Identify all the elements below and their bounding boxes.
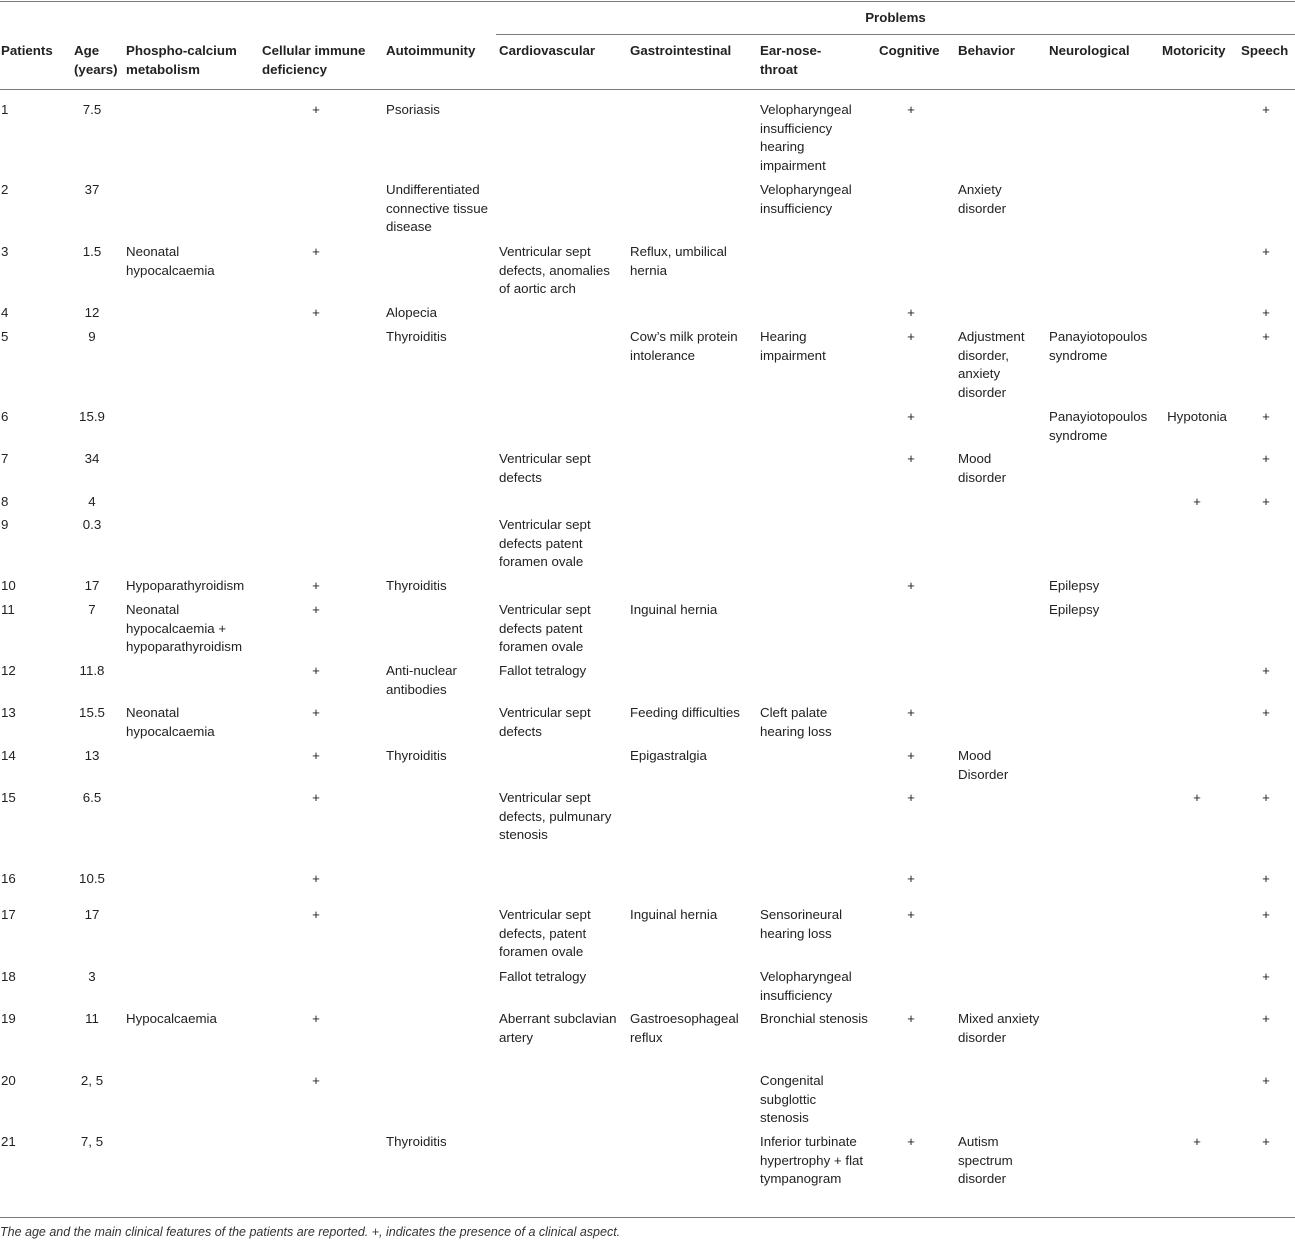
cell-cognitive: +	[907, 451, 915, 466]
cell-speech: +	[1262, 244, 1270, 259]
cell-patient: 4	[1, 305, 9, 320]
cell-neuro: Epilepsy	[1049, 602, 1100, 617]
cell-age: 0.3	[82, 517, 102, 532]
cell-immune: +	[312, 1073, 320, 1088]
cell-age: 7.5	[82, 102, 102, 117]
cell-ent: Velopharyngeal insufficiency	[760, 969, 852, 1003]
cell-patient: 10	[1, 578, 16, 593]
cell-immune: +	[312, 907, 320, 922]
cell-ent: Sensorineural hearing loss	[760, 907, 843, 941]
cell-motoricity: Hypotonia	[1167, 409, 1227, 424]
cell-patient: 16	[1, 871, 16, 886]
cell-motoricity: +	[1193, 1134, 1201, 1149]
column-header-ent: Ear-nose-throat	[760, 43, 822, 77]
cell-cardio: Aberrant subclavian artery	[499, 1011, 617, 1045]
cell-ent: Cleft palate hearing loss	[760, 705, 832, 739]
cell-gastro: Inguinal hernia	[630, 602, 718, 617]
cell-phospho: Neonatal hypocalcaemia	[126, 705, 215, 739]
cell-immune: +	[312, 663, 320, 678]
cell-cognitive: +	[907, 409, 915, 424]
cell-immune: +	[312, 748, 320, 763]
column-header-age: Age (years)	[74, 43, 118, 77]
table-top-rule	[0, 1, 1295, 2]
cell-speech: +	[1262, 409, 1270, 424]
cell-speech: +	[1262, 1073, 1270, 1088]
cell-gastro: Feeding difficulties	[630, 705, 740, 720]
cell-autoimmunity: Thyroiditis	[386, 748, 447, 763]
column-header-cognitive: Cognitive	[879, 43, 940, 58]
cell-cardio: Ventricular sept defects patent foramen ovale	[499, 602, 591, 654]
cell-cognitive: +	[907, 790, 915, 805]
cell-age: 34	[84, 451, 100, 466]
cell-age: 17	[84, 907, 100, 922]
cell-ent: Inferior turbinate hypertrophy + flat tympanogram	[760, 1134, 864, 1186]
cell-gastro: Reflux, umbilical hernia	[630, 244, 727, 278]
cell-autoimmunity: Alopecia	[386, 305, 438, 320]
column-header-motoricity: Motoricity	[1162, 43, 1226, 58]
cell-cognitive: +	[907, 1011, 915, 1026]
cell-age: 15.5	[79, 705, 105, 720]
cell-speech: +	[1262, 102, 1270, 117]
cell-age: 6.5	[82, 790, 102, 805]
cell-phospho: Neonatal hypocalcaemia + hypoparathyroidism	[126, 602, 243, 654]
cell-immune: +	[312, 578, 320, 593]
cell-patient: 11	[1, 602, 15, 617]
cell-behavior: Anxiety disorder	[958, 182, 1007, 216]
cell-patient: 17	[1, 907, 16, 922]
cell-patient: 3	[1, 244, 9, 259]
cell-ent: Congenital subglottic stenosis	[760, 1073, 824, 1125]
cell-neuro: Panayiotopoulos syndrome	[1049, 329, 1148, 363]
cell-phospho: Neonatal hypocalcaemia	[126, 244, 215, 278]
column-header-patient: Patients	[1, 43, 53, 58]
cell-autoimmunity: Psoriasis	[386, 102, 440, 117]
cell-autoimmunity: Thyroiditis	[386, 329, 447, 344]
cell-immune: +	[312, 102, 320, 117]
cell-patient: 20	[1, 1073, 16, 1088]
cell-age: 7, 5	[80, 1134, 104, 1149]
cell-autoimmunity: Thyroiditis	[386, 1134, 447, 1149]
cell-patient: 8	[1, 494, 9, 509]
cell-age: 7	[88, 602, 96, 617]
cell-ent: Velopharyngeal insufficiency	[760, 182, 852, 216]
cell-autoimmunity: Thyroiditis	[386, 578, 447, 593]
column-header-speech: Speech	[1241, 43, 1289, 58]
cell-cardio: Ventricular sept defects patent foramen ovale	[499, 517, 591, 569]
table-bottom-rule	[0, 1217, 1295, 1218]
cell-speech: +	[1262, 305, 1270, 320]
column-header-cardio: Cardiovascular	[499, 43, 596, 58]
cell-gastro: Cow’s milk protein intolerance	[630, 329, 738, 363]
cell-age: 11.8	[79, 663, 105, 678]
cell-ent: Velopharyngeal insufficiency hearing impairment	[760, 102, 852, 173]
cell-patient: 13	[1, 705, 16, 720]
cell-cognitive: +	[907, 329, 915, 344]
cell-immune: +	[312, 305, 320, 320]
cell-phospho: Hypoparathyroidism	[126, 578, 245, 593]
cell-cardio: Ventricular sept defects	[499, 705, 591, 739]
cell-cardio: Ventricular sept defects, pulmunary stenosis	[499, 790, 612, 842]
cell-speech: +	[1262, 1134, 1270, 1149]
cell-ent: Bronchial stenosis	[760, 1011, 868, 1026]
cell-age: 3	[88, 969, 96, 984]
cell-patient: 12	[1, 663, 16, 678]
cell-autoimmunity: Anti-nuclear antibodies	[386, 663, 457, 697]
cell-age: 12	[84, 305, 100, 320]
cell-cognitive: +	[907, 748, 915, 763]
cell-patient: 5	[1, 329, 9, 344]
cell-immune: +	[312, 871, 320, 886]
cell-speech: +	[1262, 969, 1270, 984]
cell-immune: +	[312, 705, 320, 720]
header-bottom-rule	[0, 89, 1295, 90]
cell-motoricity: +	[1193, 790, 1201, 805]
problems-group-rule	[496, 34, 1295, 35]
cell-ent: Hearing impairment	[760, 329, 826, 363]
cell-immune: +	[312, 602, 320, 617]
cell-gastro: Inguinal hernia	[630, 907, 718, 922]
cell-speech: +	[1262, 790, 1270, 805]
cell-immune: +	[312, 1011, 320, 1026]
cell-age: 1.5	[82, 244, 102, 259]
cell-speech: +	[1262, 705, 1270, 720]
cell-autoimmunity: Undifferentiated connective tissue disease	[386, 182, 488, 234]
cell-patient: 1	[1, 102, 9, 117]
cell-neuro: Epilepsy	[1049, 578, 1100, 593]
cell-patient: 18	[1, 969, 16, 984]
column-header-behavior: Behavior	[958, 43, 1015, 58]
cell-cardio: Ventricular sept defects, anomalies of aortic arch	[499, 244, 610, 296]
cell-gastro: Gastroesophageal reflux	[630, 1011, 739, 1045]
cell-behavior: Adjustment disorder, anxiety disorder	[958, 329, 1025, 400]
cell-cognitive: +	[907, 1134, 915, 1149]
cell-age: 11	[85, 1011, 99, 1026]
column-header-autoimmunity: Autoimmunity	[386, 43, 476, 58]
table-footnote: The age and the main clinical features of the patients are reported. +, indicates the presence of a clinical aspect.	[0, 1225, 621, 1239]
cell-speech: +	[1262, 1011, 1270, 1026]
cell-patient: 21	[1, 1134, 16, 1149]
cell-behavior: Mixed anxiety disorder	[958, 1011, 1040, 1045]
cell-age: 4	[88, 494, 96, 509]
cell-patient: 19	[1, 1011, 16, 1026]
cell-cognitive: +	[907, 305, 915, 320]
cell-phospho: Hypocalcaemia	[126, 1011, 217, 1026]
column-header-immune: Cellular immune deficiency	[262, 43, 366, 77]
problems-group-header: Problems	[865, 10, 926, 25]
cell-immune: +	[312, 790, 320, 805]
cell-patient: 6	[1, 409, 9, 424]
cell-speech: +	[1262, 329, 1270, 344]
cell-cognitive: +	[907, 578, 915, 593]
cell-cognitive: +	[907, 705, 915, 720]
cell-cardio: Fallot tetralogy	[499, 969, 587, 984]
cell-age: 10.5	[79, 871, 105, 886]
cell-speech: +	[1262, 663, 1270, 678]
cell-cardio: Ventricular sept defects, patent foramen ovale	[499, 907, 591, 959]
cell-gastro: Epigastralgia	[630, 748, 707, 763]
cell-patient: 15	[1, 790, 16, 805]
column-header-neuro: Neurological	[1049, 43, 1130, 58]
cell-patient: 14	[1, 748, 16, 763]
cell-neuro: Panayiotopoulos syndrome	[1049, 409, 1148, 443]
column-header-gastro: Gastrointestinal	[630, 43, 732, 58]
cell-cognitive: +	[907, 102, 915, 117]
cell-patient: 2	[1, 182, 9, 197]
cell-behavior: Mood disorder	[958, 451, 1007, 485]
cell-speech: +	[1262, 907, 1270, 922]
cell-immune: +	[312, 244, 320, 259]
cell-age: 15.9	[79, 409, 105, 424]
cell-age: 37	[84, 182, 100, 197]
cell-patient: 9	[1, 517, 9, 532]
cell-behavior: Mood Disorder	[958, 748, 1009, 782]
cell-age: 2, 5	[80, 1073, 104, 1088]
cell-behavior: Autism spectrum disorder	[958, 1134, 1013, 1186]
cell-patient: 7	[1, 451, 9, 466]
cell-motoricity: +	[1193, 494, 1201, 509]
cell-cognitive: +	[907, 871, 915, 886]
cell-speech: +	[1262, 494, 1270, 509]
cell-speech: +	[1262, 451, 1270, 466]
cell-age: 9	[88, 329, 96, 344]
column-header-phospho: Phospho-calcium metabolism	[126, 43, 237, 77]
cell-cardio: Fallot tetralogy	[499, 663, 587, 678]
cell-age: 17	[84, 578, 100, 593]
cell-cognitive: +	[907, 907, 915, 922]
cell-cardio: Ventricular sept defects	[499, 451, 591, 485]
cell-speech: +	[1262, 871, 1270, 886]
cell-age: 13	[84, 748, 100, 763]
